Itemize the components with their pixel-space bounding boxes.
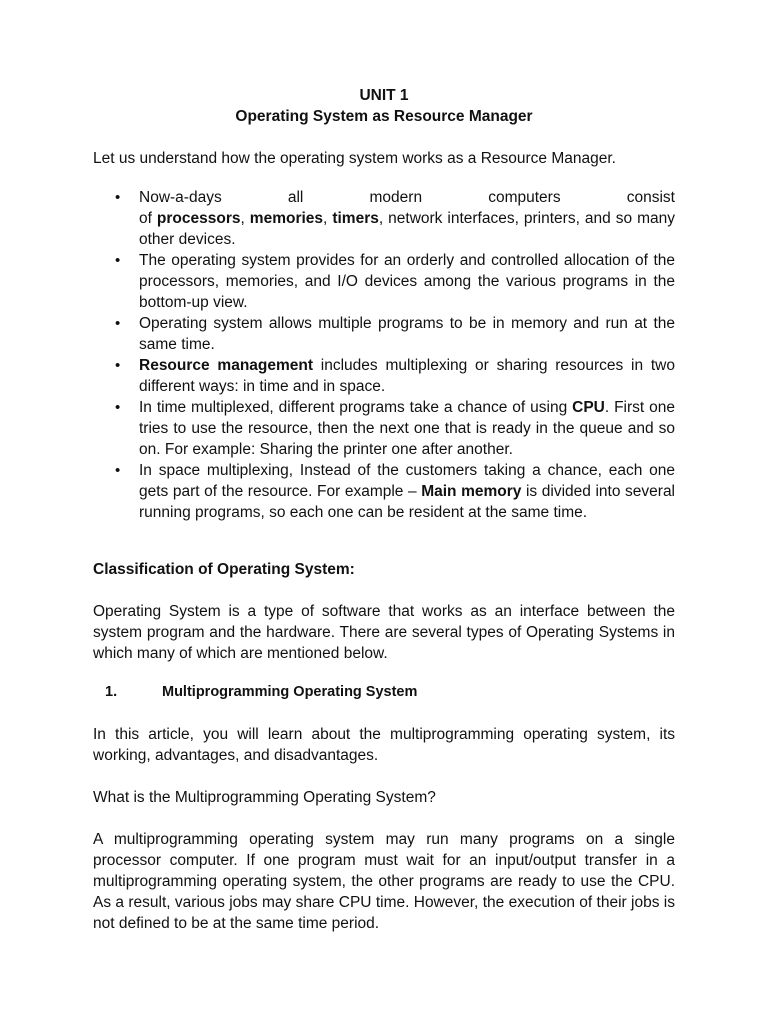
- bullet-devices-post: , network interfaces, printers, and so many other devices.: [139, 210, 675, 248]
- answer-paragraph: A multiprogramming operating system may run many programs on a single processor computer. If one program must wait for an input/output transfer in a multiprogramming operating system, the other programs are ready to use the CPU. As a result, various jobs may share CPU time. However, the execution of their jobs is not defined to be at the same time period.: [93, 831, 675, 932]
- classification-heading: Classification of Operating System:: [93, 561, 355, 578]
- bullet-time-multiplexing-pre: In time multiplexed, different programs take a chance of using: [139, 399, 573, 416]
- bullet-space-multiplexing-pre: In space multiplexing, Instead of the customers taking a chance, each one gets part of the resource. For example –: [139, 462, 675, 500]
- bullet-devices-processors: processors: [156, 210, 241, 227]
- bullet-dot-icon: •: [115, 189, 121, 206]
- bullet-dot-icon: •: [115, 252, 121, 269]
- bullet-multiple-programs-text: Operating system allows multiple programs to be in memory and run at the same time.: [139, 315, 675, 353]
- bullet-item-time-multiplexing: [93, 397, 675, 460]
- bullet-devices-memories: memories: [249, 210, 324, 227]
- bullet-resource-management-bold: Resource management: [139, 357, 314, 374]
- classification-paragraph: Operating System is a type of software that works as an interface between the system program and the hardware. There are several types of Operating Systems in which many of which are mentioned below.: [93, 603, 675, 662]
- document-page: [93, 85, 675, 934]
- bullet-devices-sep2: ,: [323, 210, 333, 227]
- question-paragraph: What is the Multiprogramming Operating System?: [93, 789, 436, 806]
- bullet-devices-sep1: ,: [240, 210, 250, 227]
- bullet-space-multiplexing-post: is divided into several running programs, so each one can be resident at the same time.: [139, 483, 676, 521]
- resource-manager-bullet-list: [93, 187, 675, 523]
- intro-paragraph: Let us understand how the operating system works as a Resource Manager.: [93, 150, 616, 167]
- bullet-item-devices: [93, 187, 675, 250]
- bullet-allocation-text: The operating system provides for an orderly and controlled allocation of the processors, memories, and I/O devices among the various programs in the bottom-up view.: [139, 252, 675, 311]
- section-1-title: Multiprogramming Operating System: [162, 684, 418, 700]
- bullet-dot-icon: •: [115, 315, 121, 332]
- section-1-number: 1.: [105, 684, 118, 700]
- bullet-dot-icon: •: [115, 399, 121, 416]
- section-1-heading: [93, 682, 675, 703]
- bullet-devices-line1: Now-a-days all modern computers consist: [139, 189, 675, 206]
- bullet-time-multiplexing-cpu: CPU: [572, 399, 605, 416]
- bullet-dot-icon: •: [115, 462, 121, 479]
- document-main-title: Operating System as Resource Manager: [235, 108, 533, 125]
- bullet-devices-timers: timers: [332, 210, 379, 227]
- bullet-resource-management-post: includes multiplexing or sharing resources in two different ways: in time and in space.: [139, 357, 676, 395]
- bullet-item-multiple-programs: [93, 313, 675, 355]
- bullet-item-allocation: [93, 250, 675, 313]
- bullet-devices-pre: of: [139, 210, 157, 227]
- bullet-time-multiplexing-post: . First one tries to use the resource, then the next one that is ready in the queue and so on. For example: Sharing the printer one after another.: [139, 399, 675, 458]
- bullet-item-space-multiplexing: [93, 460, 675, 523]
- bullet-dot-icon: •: [115, 357, 121, 374]
- document-unit-title: UNIT 1: [359, 87, 409, 104]
- bullet-item-resource-management: [93, 355, 675, 397]
- article-paragraph: In this article, you will learn about the multiprogramming operating system, its working, advantages, and disadvantages.: [93, 726, 675, 764]
- bullet-space-multiplexing-main-memory: Main memory: [421, 483, 522, 500]
